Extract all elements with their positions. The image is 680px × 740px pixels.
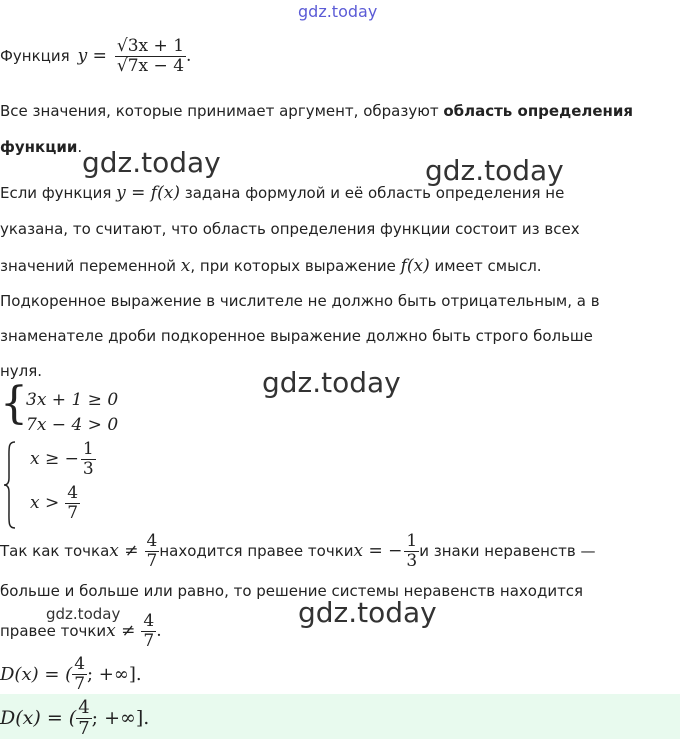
para2-text: Если функция <box>0 184 117 202</box>
para1-line2 <box>0 138 82 156</box>
function-numerator: √3x + 1 <box>116 35 185 56</box>
para2-text: , при которых выражение <box>190 257 401 275</box>
fraction-denominator: 7 <box>67 502 79 523</box>
result-rhs: ; +∞]. <box>87 663 142 685</box>
para2-math: y = f(x) <box>116 183 180 203</box>
para4-fraction3 <box>141 612 156 650</box>
system2-row2-fraction <box>65 484 80 522</box>
para2-text: задана формулой и её область определения не <box>179 184 565 202</box>
para4-fraction2 <box>404 532 419 570</box>
para2-line3 <box>0 256 542 276</box>
answer-box <box>0 694 680 739</box>
answer-lhs: D(x) = ( <box>0 707 77 729</box>
fraction-denominator: 3 <box>406 550 418 571</box>
answer-fraction <box>76 698 91 739</box>
para4-line2: больше и больше или равно, то решение системы неравенств находится <box>0 582 584 600</box>
function-period: . <box>186 46 192 66</box>
watermark: gdz.today <box>425 154 564 187</box>
function-denominator: √7x − 4 <box>116 55 185 76</box>
answer-line <box>0 696 149 740</box>
fraction-numerator: 1 <box>82 439 94 459</box>
result-line <box>0 654 142 694</box>
system1-row2: 7x − 4 > 0 <box>26 415 119 435</box>
system2-row2 <box>30 484 80 522</box>
para3-line3: нуля. <box>0 362 43 380</box>
watermark: gdz.today <box>82 146 221 179</box>
fraction-denominator: 7 <box>146 550 158 571</box>
system2-row1-fraction <box>81 440 96 478</box>
function-label: Функция <box>0 47 70 65</box>
para2-line2: указана, то считают, что область определения функции состоит из всех <box>0 220 580 238</box>
para4-line1 <box>0 526 596 576</box>
para1-tail: . <box>77 138 83 156</box>
para4-text: правее точки <box>0 622 107 640</box>
function-fraction <box>115 37 186 75</box>
result-lhs: D(x) = ( <box>0 663 73 685</box>
fraction-denominator: 7 <box>74 673 86 694</box>
system1-brace: { <box>0 378 28 429</box>
para4-fraction1 <box>145 532 160 570</box>
para2-text: имеет смысл. <box>429 257 542 275</box>
para1-text: Все значения, которые принимает аргумент, образуют <box>0 102 444 120</box>
para2-math: x <box>180 256 191 276</box>
system2-row1 <box>30 440 96 478</box>
para4-line3 <box>0 606 162 656</box>
system2-row1-lhs: x ≥ − <box>30 449 79 470</box>
para2-math: f(x) <box>400 256 430 276</box>
function-line <box>0 26 191 86</box>
para1-bold-term: область определения <box>443 102 634 120</box>
para1-bold-term2: функции <box>0 138 78 156</box>
para2-line1 <box>0 183 564 203</box>
fraction-denominator: 7 <box>78 717 90 739</box>
para1-line1 <box>0 102 633 120</box>
fraction-numerator: 4 <box>143 610 155 631</box>
fraction-numerator: 1 <box>406 530 418 551</box>
fraction-numerator: 4 <box>78 696 90 718</box>
para3-line1: Подкоренное выражение в числителе не должно быть отрицательным, а в <box>0 292 600 310</box>
para4-math: x ≠ <box>106 621 136 641</box>
fraction-numerator: 4 <box>74 653 86 674</box>
para4-text: и знаки неравенств — <box>419 542 596 560</box>
para4-math: x ≠ <box>109 541 139 561</box>
para4-text: находится правее точки <box>159 542 354 560</box>
answer-rhs: ; +∞]. <box>91 707 150 729</box>
para4-math: x = − <box>353 541 403 561</box>
watermark: gdz.today <box>262 366 401 399</box>
fraction-numerator: 4 <box>146 530 158 551</box>
para4-text: Так как точка <box>0 542 110 560</box>
watermark: gdz.today <box>298 596 437 629</box>
system2-brace <box>2 440 18 530</box>
system2-row2-lhs: x > <box>30 493 60 514</box>
result-fraction <box>72 655 87 693</box>
para4-period: . <box>156 621 162 641</box>
watermark-top: gdz.today <box>298 2 378 21</box>
para3-line2: знаменателе дроби подкоренное выражение должно быть строго больше <box>0 327 593 345</box>
function-lhs: y = <box>77 46 107 66</box>
fraction-denominator: 7 <box>143 630 155 651</box>
fraction-denominator: 3 <box>82 458 94 479</box>
fraction-numerator: 4 <box>67 483 79 503</box>
watermark: gdz.today <box>46 605 121 623</box>
para2-text: значений переменной <box>0 257 181 275</box>
system1-row1: 3x + 1 ≥ 0 <box>26 390 119 410</box>
